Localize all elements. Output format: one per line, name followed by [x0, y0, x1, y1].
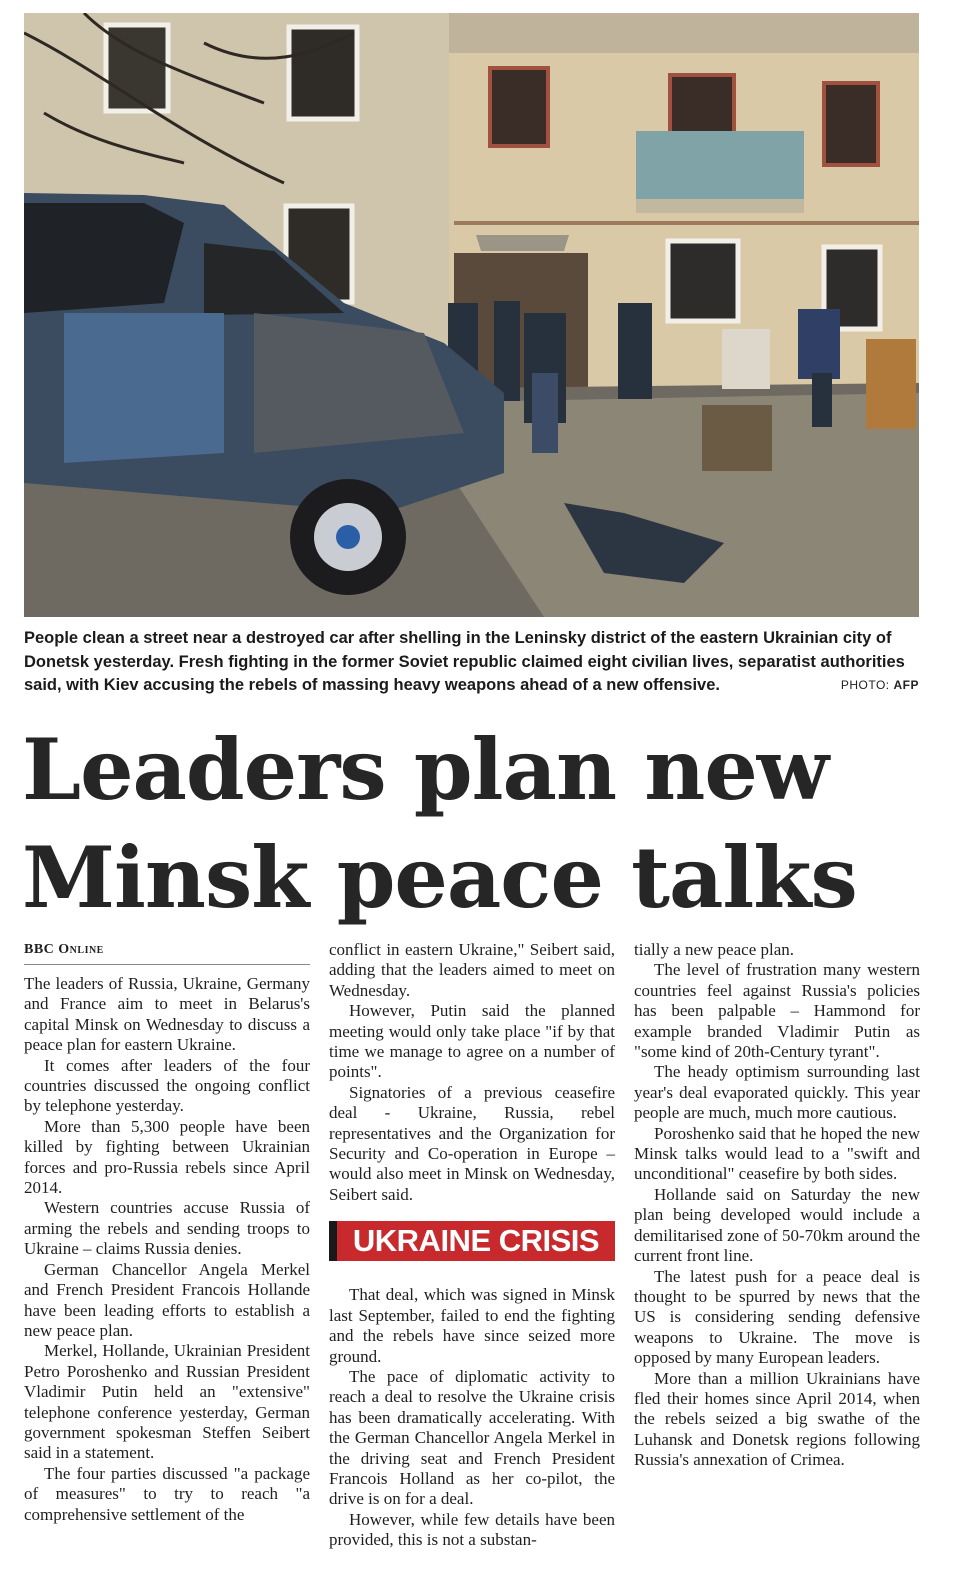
- war-damaged-street-photo: [24, 13, 919, 617]
- paragraph: However, Putin said the planned meeting would only take place "if by that time we manage to agree on a number of points".: [329, 1001, 615, 1082]
- paragraph: The level of frustration many western countries feel against Russia's policies has been palpable – Hammond for example branded Vladimir Putin as "some kind of 20th-Century tyrant".: [634, 960, 920, 1062]
- paragraph: Merkel, Hollande, Ukrainian President Petro Poroshenko and Russian President Vladimir Putin held an "extensive" telephone conference yesterday, German government spokesman Steffen Seibert said in a statement.: [24, 1341, 310, 1463]
- headline-line-1: Leaders plan new: [22, 720, 829, 819]
- paragraph: However, while few details have been provided, this is not a substan-: [329, 1509, 615, 1550]
- credit-source: AFP: [893, 678, 919, 692]
- photo-caption: [24, 627, 919, 698]
- paragraph: tially a new peace plan.: [634, 940, 795, 959]
- article-column-3: [634, 940, 920, 1471]
- article-column-1: [24, 940, 310, 1525]
- paragraph: More than 5,300 people have been killed by fighting between Ukrainian forces and pro-Russia rebels since April 2014.: [24, 1116, 310, 1198]
- caption-text: People clean a street near a destroyed car after shelling in the Leninsky district of the eastern Ukrainian city of Donetsk yesterday. Fresh fighting in the former Soviet republic claimed eight civilian lives, separatist authorities said, with Kiev accusing the rebels of massing heavy weapons ahead of a new offensive.: [24, 629, 905, 694]
- paragraph: The leaders of Russia, Ukraine, Germany and France aim to meet in Belarus's capital Minsk on Wednesday to discuss a peace plan for eastern Ukraine.: [24, 974, 310, 1055]
- paragraph: That deal, which was signed in Minsk last September, failed to end the fighting and the rebels have since seized more ground.: [329, 1285, 615, 1366]
- credit-label: PHOTO:: [840, 678, 890, 692]
- news-photo: [24, 13, 919, 617]
- paragraph: Signatories of a previous ceasefire deal - Ukraine, Russia, rebel representatives and the Organization for Security and Co-operation in Europe – would also meet in Minsk on Wednesday, Seibert said.: [329, 1082, 615, 1204]
- photo-credit: [841, 678, 919, 692]
- ukraine-crisis-banner: UKRAINE CRISIS: [329, 1221, 615, 1261]
- paragraph: German Chancellor Angela Merkel and French President Francois Hollande have been leading efforts to establish a new peace plan.: [24, 1259, 310, 1340]
- headline-line-2: Minsk peace talks: [22, 828, 857, 927]
- paragraph: conflict in eastern Ukraine," Seibert said, adding that the leaders aimed to meet on Wednesday.: [329, 940, 615, 1000]
- paragraph: Poroshenko said that he hoped the new Minsk talks would lead to a "swift and unconditional" ceasefire by both sides.: [634, 1123, 920, 1184]
- headline: [22, 716, 932, 932]
- paragraph: The four parties discussed "a package of measures" to try to reach "a comprehensive settlement of the: [24, 1463, 310, 1524]
- article-column-2: [329, 940, 615, 1551]
- byline: BBC Online: [24, 940, 310, 965]
- paragraph: The heady optimism surrounding last year's deal evaporated quickly. This year people are much, much more cautious.: [634, 1062, 920, 1123]
- paragraph: The pace of diplomatic activity to reach a deal to resolve the Ukraine crisis has been dramatically accelerating. With the German Chancellor Angela Merkel in the driving seat and French President Francois Holland as her co-pilot, the drive is on for a deal.: [329, 1366, 615, 1509]
- paragraph: Western countries accuse Russia of arming the rebels and sending troops to Ukraine – claims Russia denies.: [24, 1198, 310, 1259]
- paragraph: It comes after leaders of the four countries discussed the ongoing conflict by telephone yesterday.: [24, 1055, 310, 1116]
- paragraph: The latest push for a peace deal is thought to be spurred by news that the US is considering sending defensive weapons to Ukraine. The move is opposed by many European leaders.: [634, 1266, 920, 1368]
- paragraph: Hollande said on Saturday the new plan being developed would include a demilitarised zone of 50-70km around the current front line.: [634, 1184, 920, 1266]
- paragraph: More than a million Ukrainians have fled their homes since April 2014, when the rebels seized a big swathe of the Luhansk and Donetsk regions following Russia's annexation of Crimea.: [634, 1368, 920, 1470]
